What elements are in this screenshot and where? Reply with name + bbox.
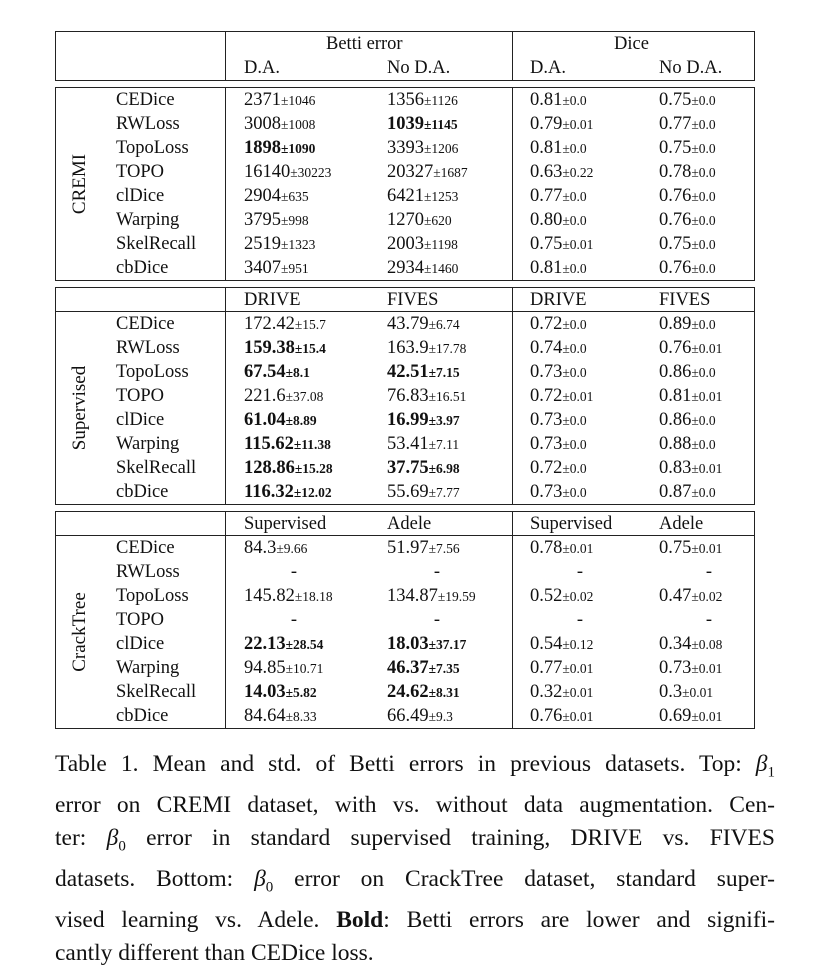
method-name: CEDice (116, 314, 175, 334)
value-cell: 0.47±0.02 (659, 586, 723, 606)
value-cell: 0.72±0.01 (530, 386, 594, 406)
value-cell: 0.81±0.0 (530, 138, 587, 158)
value-cell: 16140±30223 (244, 162, 332, 182)
value-cell: 0.73±0.0 (530, 362, 587, 382)
table-row (56, 584, 754, 608)
value-cell: 0.76±0.0 (659, 258, 716, 278)
caption-line-3: ter: (55, 824, 107, 851)
method-name: cbDice (116, 482, 169, 502)
beta-0-symbol: $\beta_0$ (106, 824, 126, 855)
value-cell: - (290, 562, 298, 582)
method-name: Warping (116, 658, 180, 678)
value-cell: 134.87±19.59 (387, 586, 476, 606)
value-cell: 128.86±15.28 (244, 458, 333, 478)
value-cell: 0.86±0.0 (659, 362, 716, 382)
value-cell: 0.3±0.01 (659, 682, 714, 702)
table-row (56, 384, 754, 408)
beta-1-symbol: $\beta_1$ (755, 751, 775, 781)
value-cell: 0.81±0.0 (530, 258, 587, 278)
table-row (56, 112, 754, 136)
value-cell: 43.79±6.74 (387, 314, 460, 334)
subheader-da-betti: D.A. (244, 58, 280, 78)
value-cell: 115.62±11.38 (244, 434, 331, 454)
method-name: CEDice (116, 538, 175, 558)
value-cell: 0.76±0.01 (530, 706, 594, 726)
value-cell: 1356±1126 (387, 90, 458, 110)
value-cell: 1898±1090 (244, 138, 316, 158)
value-cell: 0.54±0.12 (530, 634, 594, 654)
method-name: TopoLoss (116, 362, 189, 382)
value-cell: 22.13±28.54 (244, 634, 324, 654)
table-row (56, 336, 754, 360)
value-cell: 221.6±37.08 (244, 386, 324, 406)
value-cell: - (433, 562, 441, 582)
method-name: TopoLoss (116, 586, 189, 606)
value-cell: 51.97±7.56 (387, 538, 460, 558)
value-cell: 0.52±0.02 (530, 586, 594, 606)
value-cell: 3795±998 (244, 210, 309, 230)
value-cell: 0.78±0.01 (530, 538, 594, 558)
table-row (56, 480, 754, 504)
method-name: CEDice (116, 90, 175, 110)
group-label: CrackTree (69, 592, 90, 672)
value-cell: 3407±951 (244, 258, 309, 278)
value-cell: 0.77±0.0 (530, 186, 587, 206)
value-cell: 159.38±15.4 (244, 338, 326, 358)
table-row (56, 456, 754, 480)
value-cell: 0.63±0.22 (530, 162, 594, 182)
method-name: Warping (116, 434, 180, 454)
table-row (56, 136, 754, 160)
value-cell: 53.41±7.11 (387, 434, 460, 454)
value-cell: 0.88±0.0 (659, 434, 716, 454)
method-name: SkelRecall (116, 458, 197, 478)
value-cell: 2519±1323 (244, 234, 316, 254)
value-cell: 0.81±0.01 (659, 386, 723, 406)
subheader-noda-dice: No D.A. (659, 58, 723, 78)
table-row (56, 432, 754, 456)
method-name: clDice (116, 634, 165, 654)
value-cell: 0.80±0.0 (530, 210, 587, 230)
value-cell: 0.76±0.01 (659, 338, 723, 358)
subheader-cell: Adele (659, 514, 704, 534)
value-cell: 116.32±12.02 (244, 482, 332, 502)
table-row (56, 632, 754, 656)
table-caption: Table 1. Mean and std. of Betti errors in previous datasets. Top: $\beta_1$ error on CREMI dataset, with vs. without data augmentation. Cen- ter: $\beta_0$ error in standard supervised training, DRIVE vs. FIVES datasets. Bottom: $\beta_0$ error on CrackTree dataset, standard super- vised learning vs. Adele. Bold: Betti errors are lower and signifi- cantly different than CEDice loss. (55, 748, 775, 969)
value-cell: 16.99±3.97 (387, 410, 460, 430)
table-row (56, 256, 754, 280)
subheader-cell: FIVES (387, 290, 439, 310)
caption-bold-word: Bold (336, 907, 384, 934)
value-cell: 0.73±0.01 (659, 658, 723, 678)
value-cell: 61.04±8.89 (244, 410, 317, 430)
table-row (56, 560, 754, 584)
value-cell: 0.77±0.01 (530, 658, 594, 678)
value-cell: 84.64±8.33 (244, 706, 317, 726)
value-cell: 0.72±0.0 (530, 314, 587, 334)
value-cell: 1270±620 (387, 210, 452, 230)
value-cell: 37.75±6.98 (387, 458, 460, 478)
table-row (56, 680, 754, 704)
group-cracktree (55, 511, 755, 729)
value-cell: 66.49±9.3 (387, 706, 453, 726)
method-name: TOPO (116, 610, 164, 630)
table-row (56, 160, 754, 184)
value-cell: 76.83±16.51 (387, 386, 467, 406)
value-cell: 0.75±0.01 (659, 538, 723, 558)
subheader-cell: DRIVE (244, 290, 301, 310)
table-row (56, 536, 754, 560)
group-subheader (56, 288, 754, 312)
method-name: SkelRecall (116, 234, 197, 254)
value-cell: 0.76±0.0 (659, 210, 716, 230)
value-cell: 0.74±0.0 (530, 338, 587, 358)
value-cell: 46.37±7.35 (387, 658, 460, 678)
method-name: cbDice (116, 258, 169, 278)
table-row (56, 208, 754, 232)
table-row (56, 704, 754, 728)
table-header (55, 31, 755, 81)
subheader-cell: Adele (387, 514, 432, 534)
value-cell: 20327±1687 (387, 162, 468, 182)
subheader-da-dice: D.A. (530, 58, 566, 78)
caption-line-5: vised learning vs. Adele. (55, 907, 337, 934)
table-row (56, 232, 754, 256)
value-cell: 0.78±0.0 (659, 162, 716, 182)
method-name: TOPO (116, 386, 164, 406)
table-row (56, 88, 754, 112)
method-name: cbDice (116, 706, 169, 726)
value-cell: 0.81±0.0 (530, 90, 587, 110)
method-name: SkelRecall (116, 682, 197, 702)
method-name: TOPO (116, 162, 164, 182)
value-cell: 2904±635 (244, 186, 309, 206)
method-name: TopoLoss (116, 138, 189, 158)
subheader-cell: Supervised (530, 514, 613, 534)
value-cell: 145.82±18.18 (244, 586, 333, 606)
value-cell: 0.87±0.0 (659, 482, 716, 502)
value-cell: - (576, 610, 584, 630)
value-cell: 172.42±15.7 (244, 314, 326, 334)
value-cell: 0.73±0.0 (530, 482, 587, 502)
value-cell: 0.73±0.0 (530, 410, 587, 430)
value-cell: - (705, 562, 713, 582)
value-cell: 0.34±0.08 (659, 634, 723, 654)
caption-line-1: Table 1. Mean and std. of Betti errors in previous datasets. Top: (55, 751, 756, 777)
group-subheader (56, 512, 754, 536)
value-cell: - (576, 562, 584, 582)
value-cell: 14.03±5.82 (244, 682, 317, 702)
value-cell: 0.77±0.0 (659, 114, 716, 134)
value-cell: 0.75±0.0 (659, 90, 716, 110)
table-row (56, 408, 754, 432)
value-cell: 55.69±7.77 (387, 482, 460, 502)
subheader-noda-betti: No D.A. (387, 58, 451, 78)
value-cell: 0.76±0.0 (659, 186, 716, 206)
value-cell: 0.86±0.0 (659, 410, 716, 430)
value-cell: 42.51±7.15 (387, 362, 460, 382)
value-cell: 0.72±0.0 (530, 458, 587, 478)
method-name: RWLoss (116, 562, 180, 582)
method-name: RWLoss (116, 114, 180, 134)
group-cremi (55, 87, 755, 281)
group-supervised (55, 287, 755, 505)
value-cell: 163.9±17.78 (387, 338, 467, 358)
table-row (56, 312, 754, 336)
value-cell: 84.3±9.66 (244, 538, 308, 558)
subheader-cell: FIVES (659, 290, 711, 310)
value-cell: - (705, 610, 713, 630)
caption-line-4: datasets. Bottom: (55, 865, 255, 892)
method-name: clDice (116, 410, 165, 430)
value-cell: 0.75±0.01 (530, 234, 594, 254)
value-cell: 0.32±0.01 (530, 682, 594, 702)
value-cell: 0.75±0.0 (659, 234, 716, 254)
table-row (56, 184, 754, 208)
value-cell: 0.75±0.0 (659, 138, 716, 158)
subheader-cell: DRIVE (530, 290, 587, 310)
value-cell: 94.85±10.71 (244, 658, 324, 678)
group-label: CREMI (69, 153, 90, 215)
group-label: Supervised (69, 365, 90, 451)
value-cell: 1039±1145 (387, 114, 458, 134)
value-cell: 2934±1460 (387, 258, 459, 278)
subheader-cell: Supervised (244, 514, 327, 534)
value-cell: 3008±1008 (244, 114, 316, 134)
value-cell: 0.69±0.01 (659, 706, 723, 726)
caption-line-6: cantly different than CEDice loss. (55, 939, 374, 966)
value-cell: 0.83±0.01 (659, 458, 723, 478)
table-row (56, 360, 754, 384)
value-cell: 0.73±0.0 (530, 434, 587, 454)
results-table (55, 31, 755, 729)
value-cell: 6421±1253 (387, 186, 459, 206)
value-cell: - (433, 610, 441, 630)
value-cell: 24.62±8.31 (387, 682, 460, 702)
value-cell: 2003±1198 (387, 234, 458, 254)
value-cell: 2371±1046 (244, 90, 316, 110)
value-cell: - (290, 610, 298, 630)
method-name: Warping (116, 210, 180, 230)
dice-header: Dice (614, 34, 649, 54)
table-row (56, 656, 754, 680)
method-name: RWLoss (116, 338, 180, 358)
value-cell: 18.03±37.17 (387, 634, 467, 654)
value-cell: 0.79±0.01 (530, 114, 594, 134)
method-name: clDice (116, 186, 165, 206)
table-row (56, 608, 754, 632)
betti-error-header: Betti error (326, 34, 403, 54)
beta-0-symbol: $\beta_0$ (254, 865, 274, 896)
value-cell: 67.54±8.1 (244, 362, 310, 382)
value-cell: 3393±1206 (387, 138, 459, 158)
caption-line-2: error on CREMI dataset, with vs. without data augmentation. Cen- (55, 792, 775, 819)
value-cell: 0.89±0.0 (659, 314, 716, 334)
